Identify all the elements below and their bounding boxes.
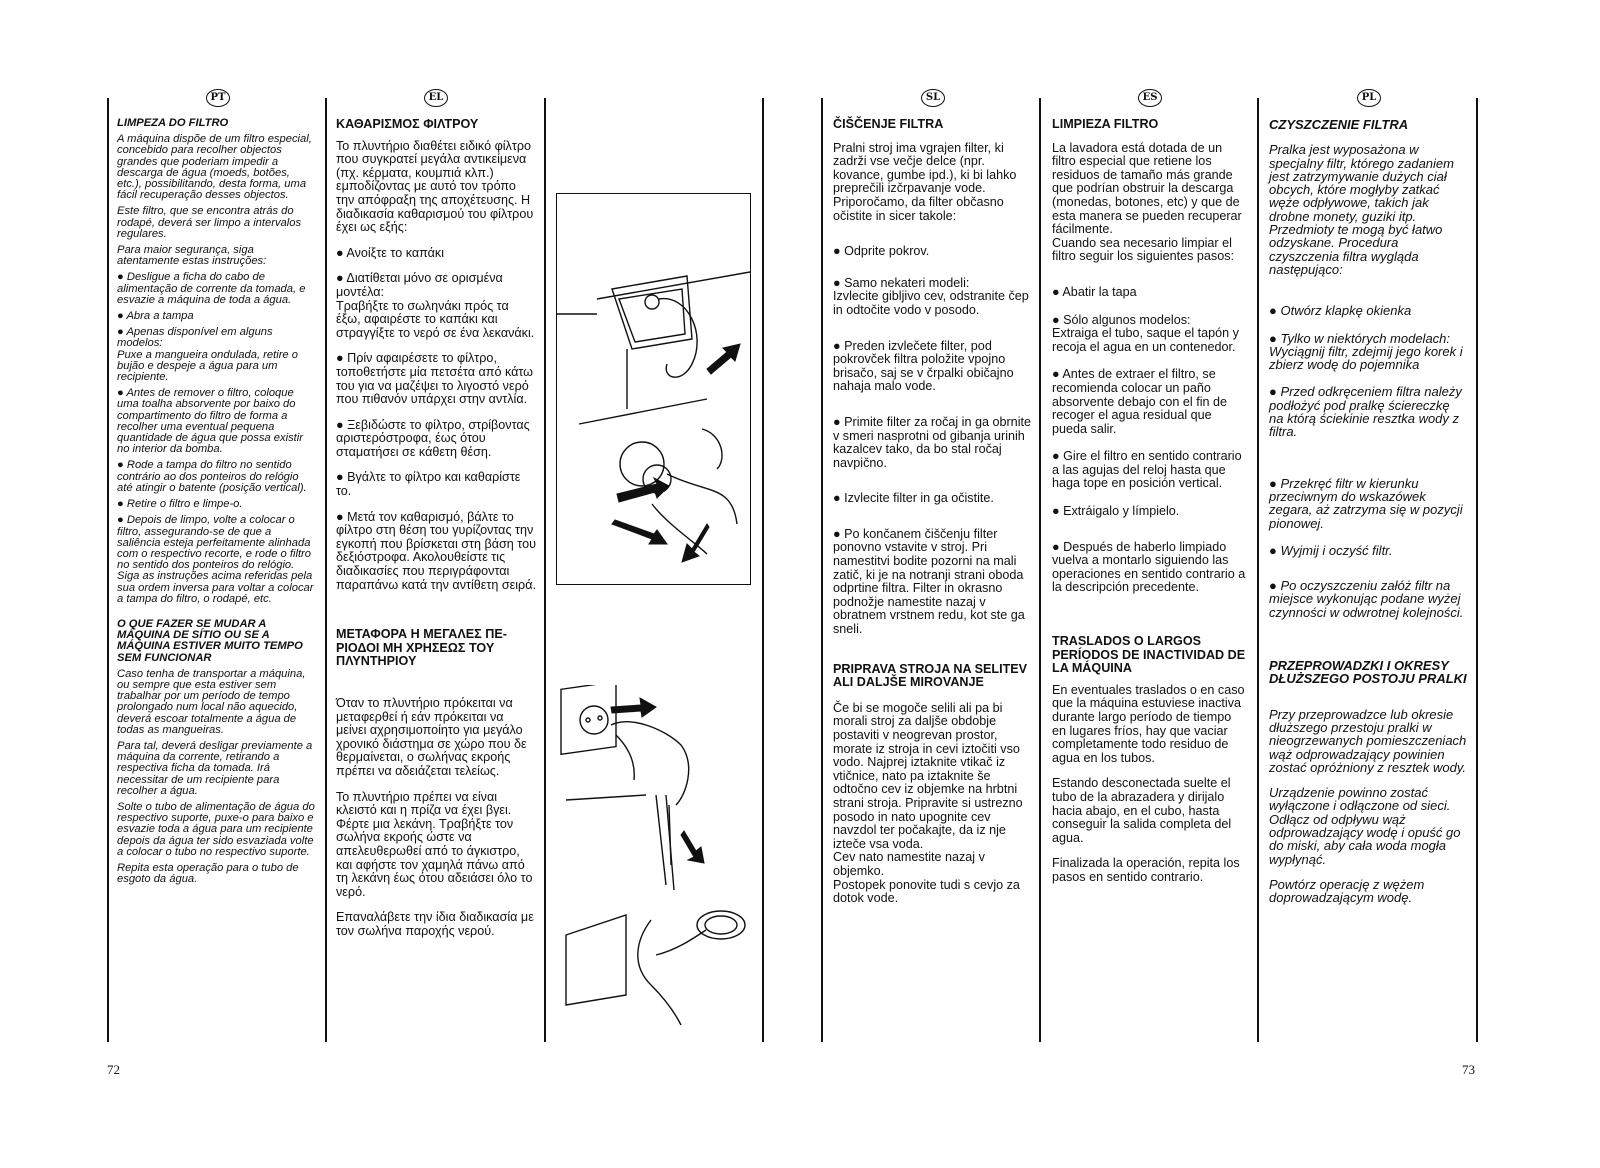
paragraph: La lavadora está dotada de un filtro especial que retiene los residuos de tamaño más grande que podrían obstruir la descarga (monedas, botones, etc) y que de esta manera se pueden recuperar fácilmente. Cuando sea necesario limpiar el filtro seguir los siguientes pasos: <box>1052 140 1242 264</box>
bullet-item: ● Przekręć filtr w kierunku przeciwnym do wskazówek zegara, aż zatrzyma się w pozycji pionowej. <box>1269 475 1463 531</box>
section-heading: LIMPIEZA FILTRO <box>1052 117 1159 131</box>
bullet-item: ● Μετά τον καθαρισμό, βάλτε το φίλτρο στη θέση του γυρίζοντας την εγκοπή που βρίσκεται στη βάση του δεξιόστροφα. Ακολουθείστε τις διαδικασίες που περιγράφονται παραπάνω κατά την αντίθετη σειρά. <box>336 509 537 592</box>
section-heading: CZYSZCZENIE FILTRA <box>1269 117 1409 132</box>
language-badge-pl: PL <box>1357 89 1381 107</box>
bullet-item: ● Abra a tampa <box>117 310 194 323</box>
bullet-item: ● Po končanem čiščenju filter ponovno vstavite v stroj. Pri namestitvi bodite pozorni na mali zatič, ki je na notranji strani oboda odprtine filtra. Filter in okrasno podnožje namestite nazaj v obratnem vrstnem redu, kot ste ga sneli. <box>833 526 1025 637</box>
paragraph: Urządzenie powinno zostać wyłączone i odłączone od sieci. Odłącz od odpływu wąż odprowadzający wodę i opuść go do miski, aby cała woda mogła wypłynąć. <box>1269 785 1461 867</box>
bullet-item: ● Odprite pokrov. <box>833 244 930 259</box>
draining-drawing <box>556 685 749 1030</box>
paragraph: Para tal, deverá desligar previamente a máquina da corrente, retirando a respectiva ficha da tomada. Irá necessitar de um recipiente para recolher a água. <box>117 739 313 797</box>
bullet-item: ● Ξεβιδώστε το φίλτρο, στρίβοντας αριστερόστροφα, έως ότου σταματήσει σε κάθετη θέση. <box>336 417 530 459</box>
bullet-item: ● Βγάλτε το φίλτρο και καθαρίστε το. <box>336 470 521 499</box>
bullet-item: ● Wyjmij i oczyść filtr. <box>1269 542 1393 558</box>
bullet-item: ● Abatir la tapa <box>1052 284 1137 299</box>
column-divider <box>1257 98 1259 1042</box>
section-heading: TRASLADOS O LARGOS PERÍODOS DE INACTIVIDAD DE LA MÁQUINA <box>1052 634 1246 676</box>
paragraph: Caso tenha de transportar a máquina, ou sempre que esta estiver sem trabalhar por um período de tempo prolongado num local não aquecido, deverá escoar totalmente a água de todas as mangueiras. <box>117 667 306 736</box>
column-el <box>336 118 536 951</box>
column-es <box>1052 118 1248 897</box>
column-sl <box>833 118 1031 918</box>
paragraph: A máquina dispõe de um filtro especial, concebido para recolher objectos grandes que poderiam impedir a descarga de água (moeds, botões, etc.), possibilitando, desta forma, uma fácil recuperação desses objectos. <box>117 133 312 202</box>
bullet-item: ● Tylko w niektórych modelach: Wyciągnij filtr, zdejmij jego korek i zbierz wodę do pojemnika <box>1269 330 1463 373</box>
section-heading: PRIPRAVA STROJA NA SELITEV ALI DALJŠE MIROVANJE <box>833 661 1028 690</box>
bullet-item: ● Po oczyszczeniu załóż filtr na miejsce wykonując podane wyżej czynności w odwrotnej kolejności. <box>1269 578 1464 620</box>
bullet-item: ● Ανοίξτε το καπάκι <box>336 245 445 260</box>
paragraph: Επαναλάβετε την ίδια διαδικασία με τον σωλήνα παροχής νερού. <box>336 910 534 938</box>
paragraph: Przy przeprowadzce lub okresie dłuższego przestoju pralki w nieogrzewanych pomieszczeniach wąż odprowadzający powinien zostać opróżniony z resztek wody. <box>1269 706 1467 775</box>
bullet-item: ● Rode a tampa do filtro no sentido contrário ao dos ponteiros do relógio até atingir o batente (posição vertical). <box>117 459 307 494</box>
section-heading: LIMPEZA DO FILTRO <box>117 117 229 129</box>
column-divider <box>821 98 823 1042</box>
language-badge-sl: SL <box>921 89 945 107</box>
bullet-item: ● Apenas disponível em alguns modelos: Puxe a mangueira ondulada, retire o bujão e despeje a água para um recipiente. <box>117 326 298 384</box>
bullet-item: ● Preden izvlečete filter, pod pokrovček filtra položite vpojno brisačo, saj se v črpalki običajno nahaja malo vode. <box>833 338 1014 394</box>
bullet-item: ● Después de haberlo limpiado vuelva a montarlo siguiendo las operaciones en sentido contrario a la descripción precedente. <box>1052 539 1246 595</box>
column-divider <box>1476 98 1478 1042</box>
paragraph: Το πλυντήριο διαθέτει ειδικό φίλτρο που συγκρατεί μεγάλα αντικείμενα (πχ. κέρματα, κουμπιά κλπ.) εμποδίζοντας με αυτό τον τρόπο την απόφραξη της αποχέτευσης. Η διαδικασία καθαρισμού του φίλτρου έχει ως εξής: <box>336 138 534 235</box>
paragraph: Το πλυντήριο πρέπει να είναι κλειστό και η πρίζα να έχει βγει. Φέρτε μια λεκάνη. Τραβήξτε τον σωλήνα εκροής ώστε να απελευθερωθεί από το άγκιστρο, και αφήστε τον χαμηλά πάνω από τη λεκάνη έως ότου αδειάσει όλο το νερό. <box>336 789 533 899</box>
bullet-item: ● Gire el filtro en sentido contrario a las agujas del reloj hasta que haga tope en posición vertical. <box>1052 449 1242 491</box>
bullet-item: ● Izvlecite filter in ga očistite. <box>833 491 994 506</box>
paragraph: En eventuales traslados o en caso que la máquina estuviese inactiva durante largo período de tiempo en lugares fríos, hay que vaciar completamente todo residuo de agua en los tubos. <box>1052 682 1245 765</box>
paragraph: Estando desconectada suelte el tubo de la abrazadera y dirijalo hacia abajo, en el cubo, hasta conseguir la salida completa del agua. <box>1052 776 1232 845</box>
language-badge-el: EL <box>424 89 448 107</box>
section-heading: O QUE FAZER SE MUDAR A MÁQUINA DE SÍTIO OU SE A MÁQUINA ESTIVER MUITO TEMPO SEM FUNCIONAR <box>117 617 303 664</box>
section-heading: ČIŠČENJE FILTRA <box>833 117 944 131</box>
section-heading: ΚΑΘΑΡΙΣΜΟΣ ΦΙΛΤΡΟΥ <box>336 117 479 131</box>
bullet-item: ● Διατίθεται μόνο σε ορισμένα μοντέλα: Τραβήξτε το σωληνάκι πρός τα έξω, αφαιρέστε το καπάκι και στραγγίξτε το νερό σε ένα λεκανάκι. <box>336 271 535 340</box>
bullet-item: ● Desligue a ficha do cabo de alimentação de corrente da tomada, e esvazie a máquina de toda a água. <box>117 271 306 306</box>
section-heading: PRZEPROWADZKI I OKRESY DŁUŻSZEGO POSTOJU PRALKI <box>1269 658 1467 687</box>
column-divider <box>762 98 764 1042</box>
draining-illustration <box>556 685 749 1030</box>
bullet-item: ● Πρίν αφαιρέσετε το φίλτρο, τοποθετήστε μία πετσέτα από κάτω του για να μαζέψει το λιγοστό νερό που πιθανόν υπάρχει στην αντλία. <box>336 351 534 407</box>
page-number-left: 72 <box>107 1062 120 1077</box>
column-divider <box>325 98 327 1042</box>
column-divider <box>107 98 109 1042</box>
bullet-item: ● Sólo algunos modelos: Extraiga el tubo, saque el tapón y recoja el agua en un contenedor. <box>1052 312 1239 354</box>
column-divider <box>1039 98 1041 1042</box>
bullet-item: ● Przed odkręceniem filtra należy podłożyć pod pralkę ściereczkę na którą ściekinie resztka wody z filtra. <box>1269 384 1462 440</box>
bullet-item: ● Antes de remover o filtro, coloque uma toalha absorvente por baixo do compartimento do filtro de forma a recolher uma eventual pequena quantidade de água que possa existir no interior da bomba. <box>117 387 303 456</box>
bullet-item: ● Primite filter za ročaj in ga obrnite v smeri nasprotni od gibanja urinih kazalcev tako, da bo stal ročaj navpično. <box>833 414 1031 470</box>
column-pl <box>1269 118 1467 916</box>
paragraph: Solte o tubo de alimentação de água do respectivo suporte, puxe-o para baixo e esvazie toda a água para um recipiente depois da água ter sido esvaziada volte a colocar o tubo no respectivo suporte. <box>117 800 315 858</box>
paragraph: Finalizada la operación, repita los pasos en sentido contrario. <box>1052 856 1240 884</box>
paragraph: Para maior segurança, siga atentamente estas instruções: <box>117 244 267 268</box>
bullet-item: ● Depois de limpo, volte a colocar o filtro, assegurando-se de que a saliência esteja perfeitamente alinhada com o respectivo recorte, e rode o filtro no sentido dos ponteiros do relógio. Siga as instruções acima referidas pela sua ordem inversa para voltar a colocar a tampa do filtro, o rodapé, etc. <box>117 514 314 605</box>
column-pt <box>117 118 317 890</box>
bullet-item: ● Extráigalo y límpielo. <box>1052 504 1180 519</box>
section-heading: ΜΕΤΑΦΟΡΑ Η ΜΕΓΑΛΕΣ ΠΕ-ΡΙΟΔΟΙ ΜΗ ΧΡΗΣΕΩΣ ΤΟΥ ΠΛΥΝΤΗΡΙΟΥ <box>336 627 507 669</box>
bullet-item: ● Otwórz klapkę okienka <box>1269 303 1412 319</box>
paragraph: Όταν το πλυντήριο πρόκειται να μεταφερθεί ή εάν πρόκειται να μείνει αχρησιμοποίητο για μεγάλο χρονικό διάστημα σε χώρο που δε θερμαίνεται, ο σωλήνας εκροής πρέπει να αδειάζεται τελείως. <box>336 696 527 778</box>
paragraph: Pralka jest wyposażona w specjalny filtr, którego zadaniem jest zatrzymywanie dużych ciał obcych, które mogłyby zatkać węże odpływowe, takich jak drobne monety, guziki itp. Przedmioty te mogą być łatwo odzyskane. Procedura czyszczenia filtra wygląda następująco: <box>1269 142 1454 277</box>
language-badge-pt: PT <box>206 89 230 107</box>
page-number-right: 73 <box>1462 1062 1475 1077</box>
paragraph: Este filtro, que se encontra atrás do rodapé, deverá ser limpo a intervalos regulares. <box>117 205 302 240</box>
filter-drawing <box>557 194 750 584</box>
filter-cleaning-illustration <box>556 193 751 585</box>
column-divider <box>544 98 546 1042</box>
paragraph: Pralni stroj ima vgrajen filter, ki zadrži vse večje delce (npr. kovance, gumbe ipd.), ki bi lahko preprečili izčrpavanje vode. Priporočamo, da filter občasno očistite in sicer takole: <box>833 140 1017 223</box>
bullet-item: ● Antes de extraer el filtro, se recomienda colocar un paño absorvente debajo con el fin de recoger el agua residual que pueda salir. <box>1052 367 1228 436</box>
language-badge-es: ES <box>1138 89 1162 107</box>
bullet-item: ● Samo nekateri modeli: Izvlecite gibljivo cev, odstranite čep in odtočite vodo v posodo. <box>833 275 1029 317</box>
paragraph: Repita esta operação para o tubo de esgoto da água. <box>117 861 299 886</box>
paragraph: Powtórz operację z wężem doprowadzającym wodę. <box>1269 876 1425 906</box>
bullet-item: ● Retire o filtro e limpe-o. <box>117 498 243 511</box>
paragraph: Če bi se mogoče selili ali pa bi morali stroj za daljše obdobje postaviti v neogrevan prostor, morate iz stroja in cevi iztočiti vso vodo. Najprej iztaknite vtikač iz vtičnice, nato pa iztaknite še odtočno cev iz objemke na hrbtni strani stroja. Pripravite si ustrezno posodo in nato upognite cev navzdol ter počakajte, da iz nje izteče vsa voda. Cev nato namestite nazaj v objemko. Postopek ponovite tudi s cevjo za dotok vode. <box>833 700 1023 906</box>
